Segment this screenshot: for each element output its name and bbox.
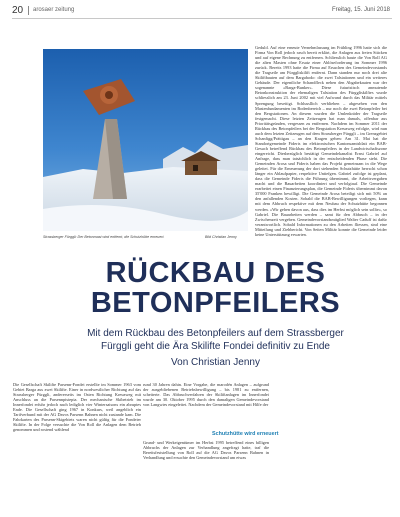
subheadline-line-1: Mit dem Rückbau des Betonpfeilers auf dem Strassberger (87, 328, 344, 339)
article-column-2-bottom: Grund- und Werkeigentümer im Herbst 1995 betreffend eines billigen Abbruchs der Anlagen zur Verhandlung angefragt hatte, traf die Bereitsfeststellung von Roll auf die AG Davos Parsenn Bahnen in Verhandlung und ersuchte den Gemeindevorstand um etwas (143, 440, 269, 461)
headline-line-1: RÜCKBAU DES (105, 257, 326, 289)
subheadline-line-2: Fürggli geht die Ära Skilifte Fondei definitiv zu Ende (100, 341, 330, 352)
article-photo (43, 49, 248, 231)
article-headline (43, 258, 388, 318)
header-divider (28, 6, 29, 15)
issue-date: Freitag, 15. Juni 2018 (331, 7, 390, 13)
article-subheadline (43, 327, 388, 353)
photo-caption: Strassberger Fürggli: Der Betonmast wird entfernt, die Schutzhütte erneuert. (43, 235, 165, 239)
photo-illustration (43, 49, 248, 231)
photo-credit: Bild Christian Jenny (205, 235, 237, 239)
article-column-right: Geduld. Auf eine erneute Vernehmlassung im Frühling 1996 hatte sich die Firma Von Roll jedoch rasch bereit erklärt, die Anlagen aus freien Stücken und auf eigene Rechnung zu entfernen. Schliesslich baute die Von Roll AG die alten Masten ohne Ersatz einer Ablöseforderung im Sommer 1996 zurück. Bereits 1993 hatte die Firma auf Ersuchen des Gemeindevorstands die Tragseile am Fürggliskilift entfernt. Dann standen nur noch drei alte Skiliftbauten auf dem Bargabodo: die zwei Talstationen und ein weiteres Gebäude. Der eigentliche Schandfleck neben den Abgabekauten war der sogenannte «Barga-Bunker». Diese futuristisch anmutende Betonkonstruktion der ehemaligen Talstation des Fürggliskilftes wurde schliesslich am 23. Juni 2002 mit viel Aufwand durch das Militär mittels Sprengung beseitigt. Schlussllich verblieben – abgesehen von den Mastenfundamenten im Bodenbereich – nur noch die zwei Betonpfeiler bei den Bergstationen. An diesem wurden die Umlenkräder der Tragseile festgemacht. Diese letzten Zeitzeugen hat man damals, offenbar aus Prioritätsgründen, vergessen zu entfernen. Nachdem im Sommer 2011 der Rückbau des Betonpfeilers bei der Bergstation Kreuzweg erfolgte, wird nun auch dem letzten Zeitzeugen auf dem Strassberger Fürggli – im Grenzgebiet Schanfigg/Prättigau – an den Kragen gehen: Am 31. Mai hat die Standortgemeinde Fideris im elektronischen Kantonsamtsblatt ein BAB-Gesuch betreffend Rückbau des Betonpfeilers in der Landwirtschaftszone eingereicht. Diesbezüglich bestätigt Gemeindekanzlist Ernst Gabriel auf Anfrage, dass man tatsächlich in der entscheidenden Phase steht. Die Gemeinden Arosa und Fideris haben das Projekt gemeinsam in die Wege geleitet. Für die Erneuerung der dort stehenden Schutzhütte herrscht schon länger ein Ablaufpapier, respektive Untiefgen. Gabriel zufolge ist geplant, dass die Gemeinde Fideris die Führung übernimmt, die Arbeitsvergaben macht und die Bauarbeiten koordiniert und verfolgtauf. Die Gemeinde erarbeitet einen Finanzierungsplan, die Gemeinde Fideris übernimmt davon 35'000 Franken bewilligt. Die Gemeinde Arosa beteiligt sich mit 50% an den anfallenden Kosten. Sobald die BAB-Bewilligungen vorliegen, kann mit dem Abbruch respektive mit dem Neubau der Schutzhütte begonnen werden. «Wir gehen davon aus, dass dies im Herbst möglich sein sollte», so Gabriel. Die Bauarbeiten werden – samt für den Abbruch – in der Zwischenzeit vergeben. Gemeindevorstandsmitglied Walter Caduff ist dafür verantwortlich. Sobald Informationen zu den Arbeiten fliessen, sind eine Mitteilung und Ziehbericht. Von Seiten Militär konnte die Gemeinde leider keine Unterstützung erwarten. (255, 45, 387, 237)
page-header (0, 0, 400, 20)
article-column-2-top: rund 30 Jahren dahin. Eine Vorgabe, die marodén Anlagen – aufgrund der ausgebliebenen Betriebsbewilligung – bis 1981 zu entfernen, scheiterte. Das Abbruchverfahren der Skiliftanlagen im Innerfondei wurde am 30. Oktober 1995 durch den damaligen Gemeindevorstand von Langwies eingeleitet. Nachdem der Gemeindevorstand mit Hilfe der (143, 382, 269, 408)
section-subheading: Schutzhütte wird erneuert (212, 431, 279, 437)
article-author: Von Christian Jenny (171, 357, 260, 368)
article-column-1: Die Gesellschaft Skilifte Parsenn-Fondei erstellte im Sommer 1963 vom Gebiet Barga aus zwei Skilifte. Einer in nordwestlicher Richtung auf das Strassberger Fürggli, andererseits im Osten Richtung Kreuzweg mit Anschluss an die Parsennpistepia. Der mechanische Skibetrieb im Innerfondei erfuhr jedoch nach lediglich vier Wintersaisons ein abruptes Ende. Die Gesellschaft ging 1967 in Konkurs, weil angeblich ein Tarifverbund mit der AG Davos Parsenn Bahnen nicht zustande kam. Die Fahrkarten des Parsenn-Skigebiets waren nicht gültig für die Fondeier Skilifte. In der Folge versuchte die Von Roll die Anlagen dem Betrieb genommen und rostend wählend (13, 382, 141, 433)
headline-line-2: BETONPFEILERS (90, 287, 341, 319)
publication-name: arosaer zeitung (33, 7, 75, 13)
page-number: 20 (12, 5, 24, 16)
header-rule (12, 18, 392, 19)
